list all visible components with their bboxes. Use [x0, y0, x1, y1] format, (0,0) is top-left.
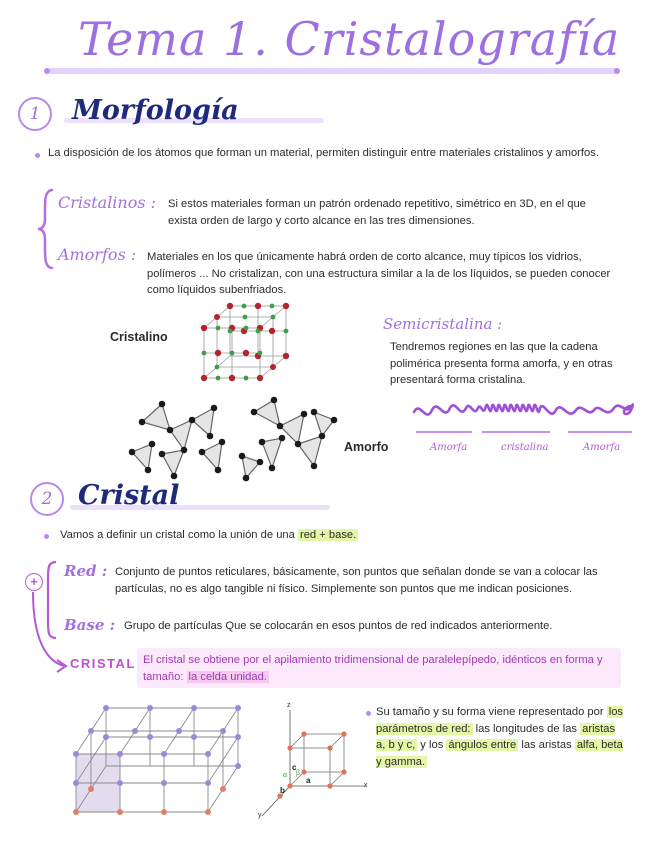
axis-x-label: x — [364, 782, 368, 789]
edge-b-label: b — [280, 786, 285, 795]
page-title: Tema 1. Cristalografía — [78, 12, 621, 66]
cristalinos-label: Cristalinos : — [58, 193, 157, 212]
angle-alpha-label: α — [283, 772, 288, 779]
section-1-number: 1 — [18, 97, 52, 131]
amorfo-image-label: Amorfo — [344, 440, 389, 454]
base-label: Base : — [64, 616, 116, 634]
cristal-definition-text: El cristal se obtiene por el apilamiento tridimensional de paralelepípedo, idénticos en forma y tamaño: la celda unidad. — [143, 654, 603, 683]
plus-icon: + — [25, 573, 43, 591]
edge-a-label: a — [306, 776, 311, 785]
amorfos-label: Amorfos : — [58, 245, 137, 264]
bullet — [35, 153, 40, 158]
title-dot-left — [44, 68, 50, 74]
amorfos-text: Materiales en los que únicamente habrá orden de corto alcance, muy típicos los vidrios, polímeros ... No cristalizan, con una estructura similar a la de los líquidos, se pueden conocer como líquidos subenfriados. — [147, 251, 611, 296]
bullet — [366, 711, 371, 716]
wave-label-amorfa-1: Amorfa — [430, 442, 468, 453]
crystalline-lattice-image — [196, 300, 296, 382]
lattice-parameters-text: Su tamaño y su forma viene representado por los parámetros de red: las longitudes de las aristas a, b y c, y los ángulos entre las aristas alfa, beta y gamma. — [376, 706, 624, 768]
section-2-number: 2 — [30, 482, 64, 516]
base-text: Grupo de partículas Que se colocarán en esos puntos de red indicados anteriormente. — [124, 620, 553, 632]
angle-beta-label: β — [296, 770, 301, 777]
cristal-label: CRISTAL — [70, 656, 136, 671]
cristalino-image-label: Cristalino — [110, 330, 168, 344]
section-2-title: Cristal — [78, 480, 180, 511]
brace-icon — [36, 188, 56, 270]
wave-label-amorfa-2: Amorfa — [583, 442, 621, 453]
bullet — [44, 534, 49, 539]
red-label: Red : — [64, 562, 108, 580]
cristalinos-text: Si estos materiales forman un patrón ordenado repetitivo, simétrico en 3D, en el que exista orden de largo y corto alcance en las tres dimensiones. — [168, 198, 586, 227]
semicristalina-label: Semicristalina : — [383, 315, 503, 333]
axis-y-label: y — [258, 812, 262, 819]
bravais-lattice-image — [66, 700, 250, 824]
semicristalina-text: Tendremos regiones en las que la cadena polimérica presenta forma amorfa, y en otras presentará forma cristalina. — [390, 341, 613, 386]
section-1-title: Morfología — [72, 95, 239, 126]
section-2-intro: Vamos a definir un cristal como la unión de una red + base. — [60, 529, 357, 541]
title-underline — [48, 68, 618, 74]
amorphous-structure-image — [122, 392, 342, 482]
polymer-chain-wave-icon — [410, 394, 640, 440]
title-dot-right — [614, 68, 620, 74]
axis-z-label: z — [287, 702, 291, 709]
edge-c-label: c — [292, 763, 297, 772]
unit-cell-diagram — [256, 700, 376, 824]
section-1-intro: La disposición de los átomos que forman un material, permiten distinguir entre materiales cristalinos y amorfos. — [48, 147, 599, 159]
wave-label-cristalina: cristalina — [501, 442, 549, 453]
red-text: Conjunto de puntos reticulares, básicamente, son puntos que señalan donde se van a colocar las partículas, no es algo tangible ni físico. Simplemente son puntos que me indican posiciones. — [115, 566, 598, 595]
